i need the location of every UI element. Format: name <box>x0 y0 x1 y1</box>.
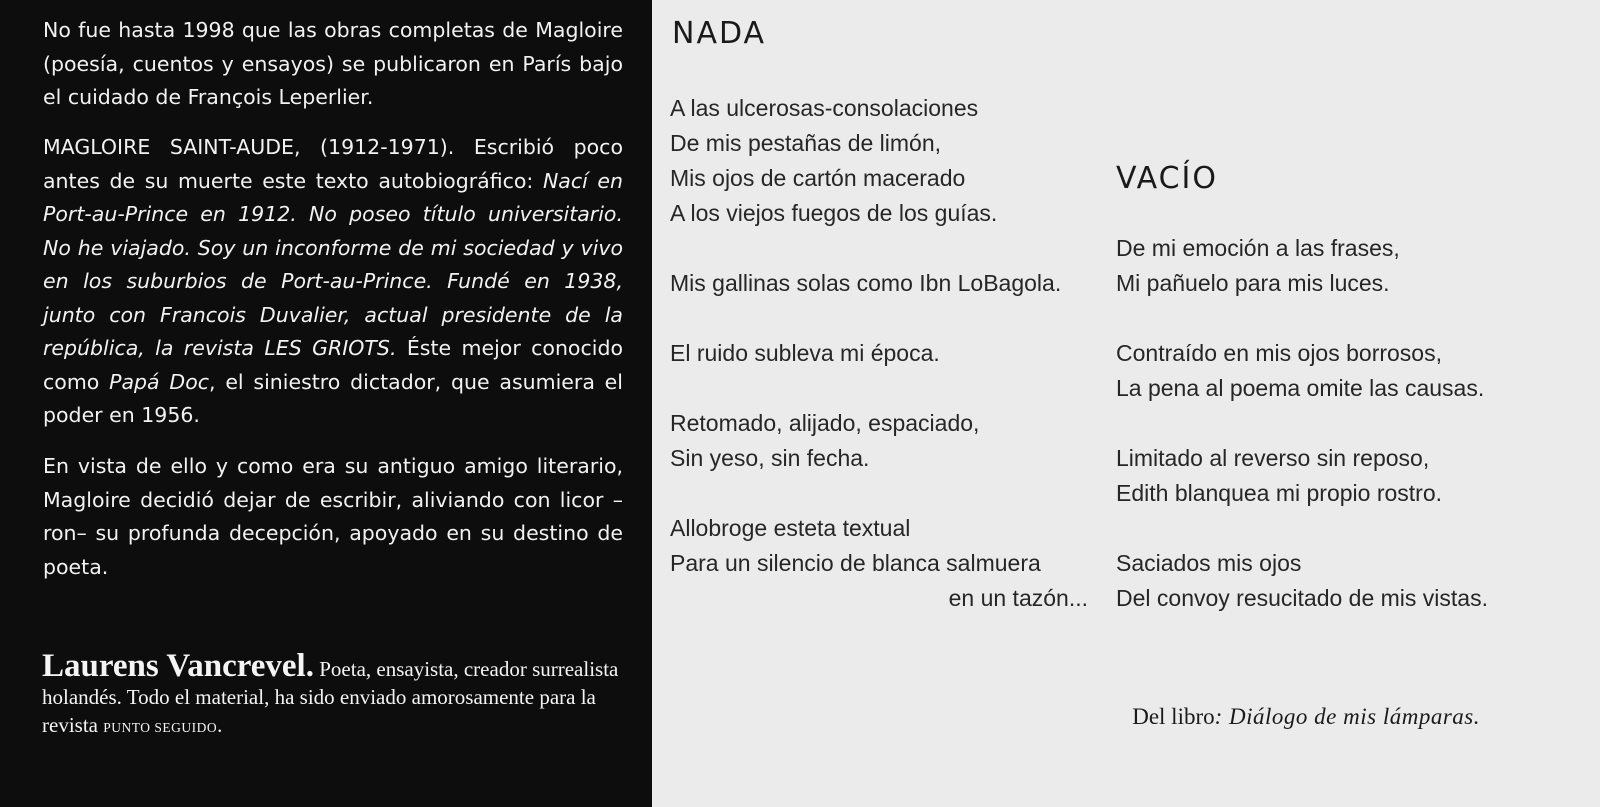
poems-panel <box>652 0 1600 807</box>
poem-line: Para un silencio de blanca salmuera <box>670 550 1041 576</box>
poem-title-vacio: VACÍO <box>1116 161 1219 196</box>
poem-line: Mis ojos de cartón macerado <box>670 165 966 191</box>
magazine-name: PUNTO SEGUIDO <box>103 720 218 735</box>
poem-line: El ruido subleva mi época. <box>670 340 940 366</box>
poem-title-nada: NADA <box>672 16 767 51</box>
bio-paragraph-1: No fue hasta 1998 que las obras completas de Magloire (poesía, cuentos y ensayos) se publicaron en París bajo el cuidado de François Leperlier. <box>43 18 623 109</box>
poem-line: De mis pestañas de limón, <box>670 130 942 156</box>
biography-panel <box>0 0 652 807</box>
bio-end: , el siniestro dictador, que asumiera el poder en 1956. <box>43 369 623 427</box>
poem-line: Mi pañuelo para mis luces. <box>1116 270 1390 296</box>
poem-line: Edith blanquea mi propio rostro. <box>1116 480 1443 506</box>
poem-line: La pena al poema omite las causas. <box>1116 375 1485 401</box>
bio-intro: MAGLOIRE SAINT-AUDE, (1912-1971). Escribió poco antes de su muerte este texto autobiográfico: <box>43 135 623 193</box>
poem-line: Del convoy resucitado de mis vistas. <box>1116 585 1488 611</box>
poem-line: Retomado, alijado, espaciado, <box>670 410 980 436</box>
credit-text: Poeta, ensayista, creador surrealista holandés. Todo el material, ha sido enviado amorosamente para la revista <box>42 657 619 737</box>
poem-line-indented: en un tazón... <box>948 585 1088 611</box>
autobiographical-quote: Nací en Port-au-Prince en 1912. No poseo título universitario. No he viajado. Soy un inconforme de mi sociedad y vivo en los suburbios de Port-au-Prince. Fundé en 1938, junto con Francois Duvalier, actual presidente de la república, la revista LES GRIOTS. <box>43 168 623 360</box>
poem-line: Contraído en mis ojos borrosos, <box>1116 340 1442 366</box>
poem-line: A las ulcerosas-consolaciones <box>670 95 979 121</box>
poem-line: A los viejos fuegos de los guías. <box>670 200 998 226</box>
author-name: Laurens Vancrevel. <box>42 648 314 684</box>
source-prefix: Del libro <box>1132 704 1215 729</box>
credit-end: . <box>217 713 223 737</box>
bio-paragraph-3: En vista de ello y como era su antiguo amigo literario, Magloire decidió dejar de escribir, aliviando con licor –ron– su profunda decepción, apoyado en su destino de poeta. <box>43 454 623 579</box>
book-title: : Diálogo de mis lámparas. <box>1214 704 1480 729</box>
nada-stanza-1 <box>670 91 997 231</box>
poem-line: Allobroge esteta textual <box>670 515 911 541</box>
nada-stanza-4 <box>670 406 979 476</box>
poem-line: Mis gallinas solas como Ibn LoBagola. <box>670 270 1062 296</box>
vacio-stanza-4 <box>1116 546 1488 616</box>
nada-stanza-5 <box>670 511 1088 616</box>
bio-paragraph-2 <box>43 131 623 433</box>
vacio-stanza-2 <box>1116 336 1484 406</box>
poem-line: Sin yeso, sin fecha. <box>670 445 870 471</box>
poem-line: De mi emoción a las frases, <box>1116 235 1400 261</box>
poem-line: Limitado al reverso sin reposo, <box>1116 445 1430 471</box>
poem-line: Saciados mis ojos <box>1116 550 1302 576</box>
nada-stanza-3 <box>670 336 940 371</box>
papa-doc-name: Papá Doc <box>109 369 210 394</box>
translator-credit <box>42 648 627 742</box>
book-source <box>1132 704 1480 730</box>
vacio-stanza-1 <box>1116 231 1400 301</box>
vacio-stanza-3 <box>1116 441 1442 511</box>
bio-mid: Éste mejor conocido como <box>43 336 623 394</box>
nada-stanza-2 <box>670 266 1061 301</box>
